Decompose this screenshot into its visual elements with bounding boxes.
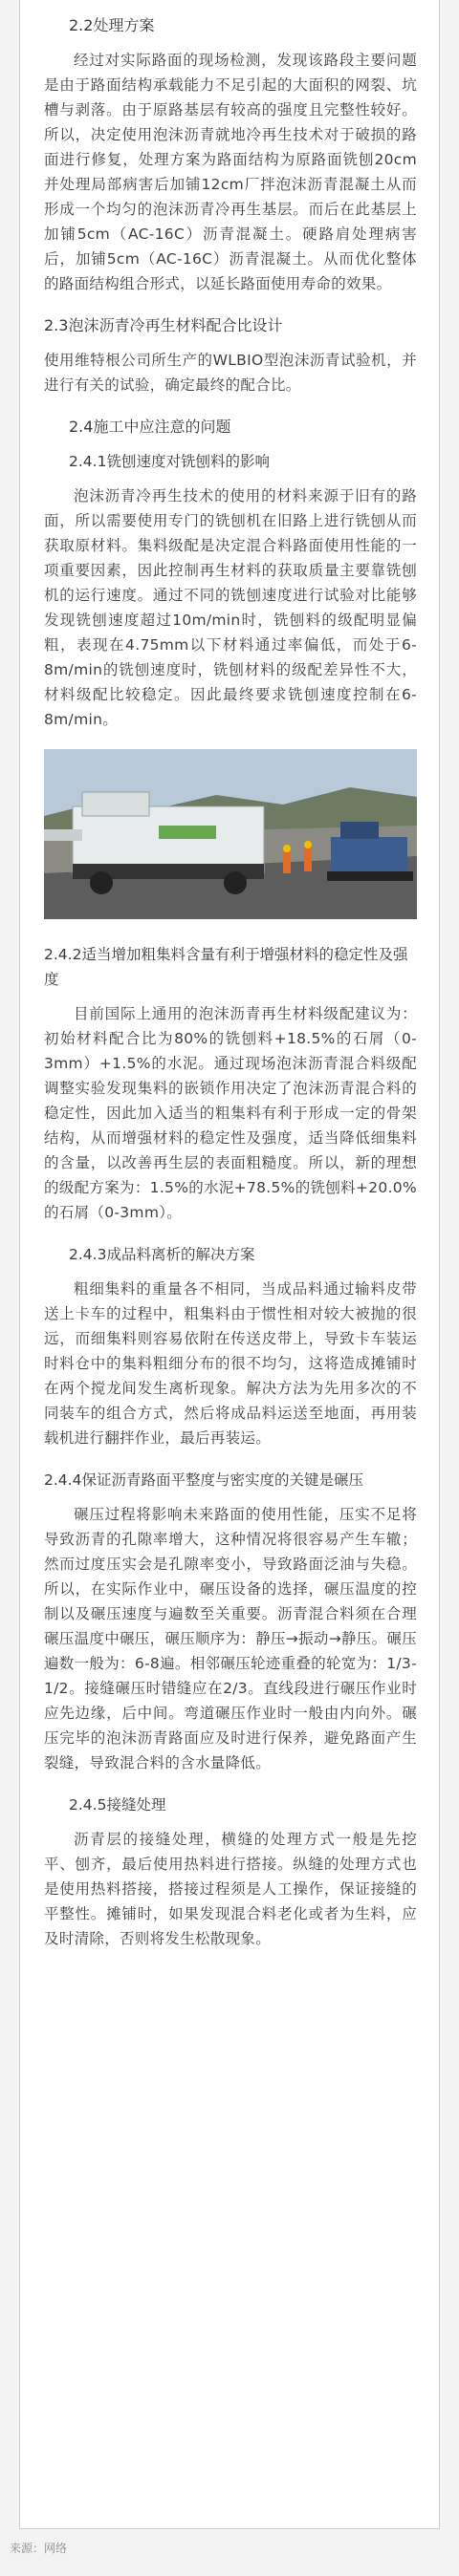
source-credit: 来源：网络 xyxy=(10,2542,68,2555)
section-body-2-3: 使用维特根公司所生产的WLBIO型泡沫沥青试验机，并进行有关的试验，确定最终的配合比。 xyxy=(44,352,417,394)
section-heading-2-4-1: 2.4.1铣刨速度对铣刨料的影响 xyxy=(69,453,270,470)
section-heading-2-4-2: 2.4.2适当增加粗集料含量有利于增强材料的稳定性及强度 xyxy=(44,946,408,988)
article-content xyxy=(44,13,417,1968)
section-heading-2-4-4: 2.4.4保证沥青路面平整度与密实度的关键是碾压 xyxy=(44,1471,363,1489)
section-body-2-4-5: 沥青层的接缝处理，横缝的处理方式一般是先挖平、刨齐，最后使用热料进行搭接。纵缝的处理方式也是使用热料搭接，搭接过程须是人工操作，保证接缝的平整性。摊铺时，如果发现混合料老化或者为生料，应及时清除，否则将发生松散现象。 xyxy=(44,1831,417,1947)
section-heading-2-4: 2.4施工中应注意的问题 xyxy=(69,418,231,436)
milling-machine xyxy=(44,792,264,894)
road-milling-machine-photo xyxy=(44,749,417,919)
section-body-2-2: 经过对实际路面的现场检测，发现该路段主要问题是由于路面结构承载能力不足引起的大面积的网裂、坑槽与剥落。由于原路基层有较高的强度且完整性较好。所以，决定使用泡沫沥青就地冷再生技术对于破损的路面进行修复，处理方案为路面结构为原路面铣刨20cm并处理局部病害后加铺12cm厂拌泡沫沥青混凝土从而形成一个均匀的泡沫沥青冷再生基层。而后在此基层上加铺5cm（AC-16C）沥青混凝土。硬路肩处理病害后，加铺5cm（AC-16C）沥青混凝土。从而优化整体的路面结构组合形式，以延长路面使用寿命的效果。 xyxy=(44,52,417,292)
section-body-2-4-2: 目前国际上通用的泡沫沥青再生材料级配建议为：初始材料配合比为80%的铣刨料+18.5%的石屑（0-3mm）+1.5%的水泥。通过现场泡沫沥青混合料级配调整实验发现集料的嵌锁作用决定了泡沫沥青混合料的稳定性，因此加入适当的粗集料有利于形成一定的骨架结构，从而增强材料的稳定性及强度，适当降低细集料的含量，以改善再生层的表面粗糙度。所以，新的理想的级配方案为：1.5%的水泥+78.5%的铣刨料+20.0%的石屑（0-3mm）。 xyxy=(44,1005,417,1221)
section-heading-2-4-3: 2.4.3成品料离析的解决方案 xyxy=(69,1246,255,1263)
section-body-2-4-4: 碾压过程将影响未来路面的使用性能，压实不足将导致沥青的孔隙率增大，这种情况将很容易产生车辙；然而过度压实会是孔隙率变小，导致路面泛油与失稳。所以，在实际作业中，碾压设备的选择，碾压温度的控制以及碾压速度与遍数至关重要。沥青混合料须在合理碾压温度中碾压，碾压顺序为：静压→振动→静压。碾压遍数一般为：6-8遍。相邻碾压轮迹重叠的轮宽为：1/3-1/2。接缝碾压时错缝应在2/3。直线段进行碾压作业时应先边缘，后中间。弯道碾压作业时一般由内向外。碾压完毕的泡沫沥青路面应及时进行保养，避免路面产生裂缝，导致混合料的含水量降低。 xyxy=(44,1506,417,1771)
section-body-2-4-1: 泡沫沥青冷再生技术的使用的材料来源于旧有的路面，所以需要使用专门的铣刨机在旧路上进行铣刨从而获取原材料。集料级配是决定混合料路面使用性能的一项重要因素，因此控制再生材料的获取质量主要靠铣刨机的运行速度。通过不同的铣刨速度进行试验对比能够发现铣刨速度超过10m/min时，铣刨料的级配明显偏粗，表现在4.75mm以下材料通过率偏低，而处于6-8m/min的铣刨速度时，铣刨材料的级配差异性不大，材料级配比较稳定。因此最终要求铣刨速度控制在6-8m/min。 xyxy=(44,487,417,728)
section-body-2-4-3: 粗细集料的重量各不相同，当成品料通过输料皮带送上卡车的过程中，粗集料由于惯性相对较大被抛的很远，而细集料则容易依附在传送皮带上，导致卡车装运时料仓中的集料粗细分布的很不均匀，这将造成摊铺时在两个搅龙间发生离析现象。解决方法为先用多次的不同装车的组合方式，然后将成品料运送至地面，再用装载机进行翻拌作业，最后再装运。 xyxy=(44,1280,417,1447)
section-heading-2-2: 2.2处理方案 xyxy=(69,16,155,34)
section-heading-2-4-5: 2.4.5接缝处理 xyxy=(69,1796,166,1814)
section-heading-2-3: 2.3泡沫沥青冷再生材料配合比设计 xyxy=(44,316,283,334)
